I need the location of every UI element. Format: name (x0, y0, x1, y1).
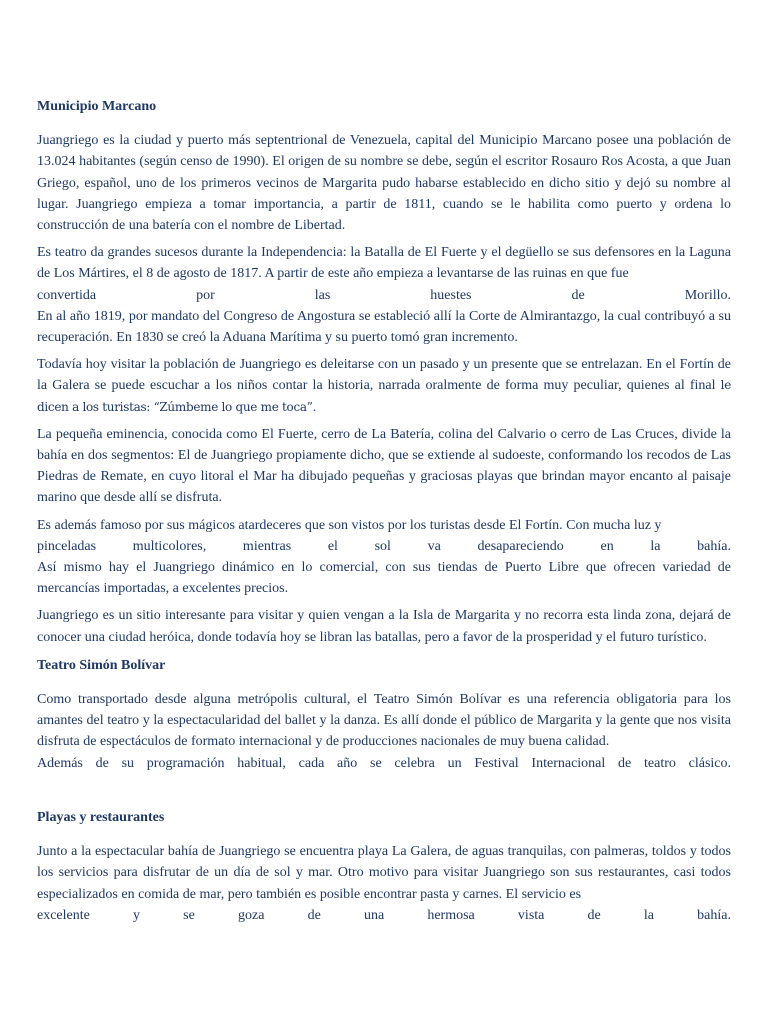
section-heading-playas-y-restaurantes: Playas y restaurantes (37, 809, 165, 825)
paragraph-text: Junto a la espectacular bahía de Juangriego se encuentra playa La Galera, de aguas tranquilas, con palmeras, toldos y todos los servicios para disfrutar de un día de sol y mar. Otro motivo para visitar Juangriego son sus restaurantes, casi todos especializados en comida de mar, pero también es posible encontrar pasta y carnes. El servicio es (37, 844, 731, 902)
quote-text: le dicen a los turistas: “Zúmbeme lo que me toca”. (37, 378, 731, 414)
justified-line: convertida por las huestes de Morillo. (37, 287, 731, 303)
paragraph-text: Todavía hoy visitar la población de Juangriego es deleitarse con un pasado y un presente que se entrelazan. En el Fortín de la Galera se puede escuchar a los niños contar la historia, narrada oralmente de forma muy peculiar, quienes al final (37, 357, 731, 394)
paragraph-text: Como transportado desde alguna metrópolis cultural, el Teatro Simón Bolívar es una referencia obligatoria para los amantes del teatro y la espectacularidad del ballet y la danza. Es allí donde el público de Margarita y la gente que nos visita disfruta de espectáculos de formato internacional y de producciones nacionales de muy buena calidad. (37, 692, 731, 750)
paragraph (37, 242, 731, 348)
justified-line: pinceladas multicolores, mientras el sol va desapareciendo en la bahía. (37, 538, 731, 554)
paragraph (37, 130, 731, 236)
paragraph (37, 515, 731, 600)
paragraph-text: Juangriego es la ciudad y puerto más septentrional de Venezuela, capital del Municipio Marcano posee una población de 13.024 habitantes (según censo de 1990). El origen de su nombre se debe, según el escritor Rosauro Ros Acosta, a que Juan Griego, español, uno de los primeros vecinos de Margarita pudo habarse establecido en dicho sitio y dejó su nombre al lugar. Juangriego empieza a tomar importancia, a partir de 1811, cuando se le habilita como puerto y ordena lo construcción de una batería con el nombre de Libertad. (37, 133, 731, 234)
justified-line: excelente y se goza de una hermosa vista de la bahía. (37, 907, 731, 923)
paragraph (37, 689, 731, 774)
paragraph-text: En al año 1819, por mandato del Congreso de Angostura se estableció allí la Corte de Almirantazgo, la cual contribuyó a su recuperación. En 1830 se creó la Aduana Marítima y su puerto tomó gran incremento. (37, 308, 731, 346)
paragraph-text: Así mismo hay el Juangriego dinámico en lo comercial, con sus tiendas de Puerto Libre que ofrecen variedad de mercancías importadas, a excelentes precios. (37, 560, 731, 597)
paragraph (37, 424, 731, 509)
paragraph-text: Es teatro da grandes sucesos durante la Independencia: la Batalla de El Fuerte y el degüello se sus defensores en la Laguna de Los Mártires, el 8 de agosto de 1817. A partir de este año empieza a levantarse de las ruinas en que fue (37, 245, 731, 282)
paragraph-text: Es además famoso por sus mágicos atardeceres que son vistos por los turistas desde El Fortín. Con mucha luz y (37, 517, 662, 533)
section-heading-teatro-simon-bolivar: Teatro Simón Bolívar (37, 657, 166, 673)
paragraph (37, 354, 731, 418)
justified-line: Además de su programación habitual, cada año se celebra un Festival Internacional de teatro clásico. (37, 755, 731, 771)
paragraph (37, 841, 731, 926)
section-heading-municipio-marcano: Municipio Marcano (37, 99, 157, 114)
paragraph-text: La pequeña eminencia, conocida como El Fuerte, cerro de La Batería, colina del Calvario o cerro de Las Cruces, divide la bahía en dos segmentos: El de Juangriego propiamente dicho, que se extiende al sudoeste, conformando los recodos de Las Piedras de Remate, en cuyo litoral el Mar ha dibujado pequeñas y graciosas playas que brindan mayor encanto al paisaje marino que desde allí se disfruta. (37, 426, 731, 506)
paragraph-text: Juangriego es un sitio interesante para visitar y quien vengan a la Isla de Margarita y no recorra esta linda zona, dejará de conocer una ciudad heróica, donde todavía hoy se libran las batallas, pero a favor de la prosperidad y el futuro turístico. (37, 608, 731, 645)
paragraph (37, 605, 731, 647)
